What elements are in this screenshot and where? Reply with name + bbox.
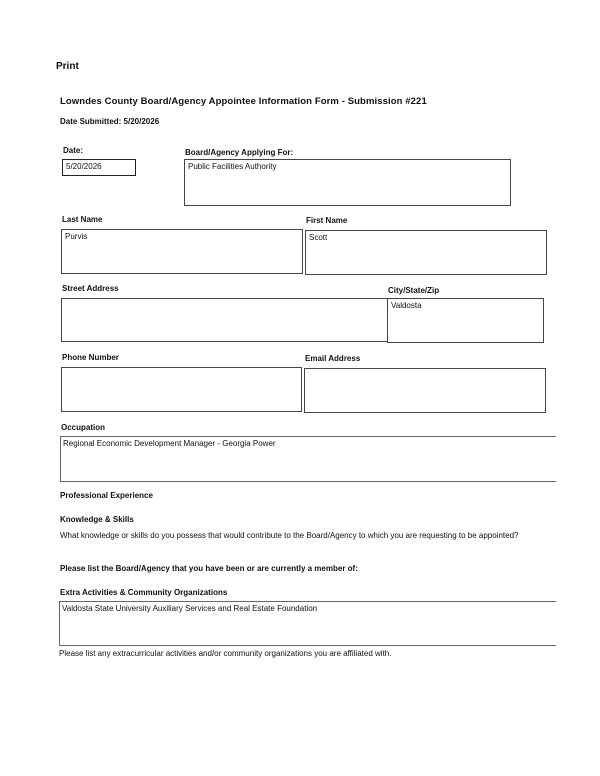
occupation-label: Occupation <box>61 423 106 432</box>
street-address-field[interactable] <box>61 298 388 342</box>
occupation-field[interactable]: Regional Economic Development Manager - Georgia Power <box>63 439 276 448</box>
extra-activities-bottom-rule <box>59 645 556 646</box>
city-state-zip-label: City/State/Zip <box>388 286 440 295</box>
board-member-prompt: Please list the Board/Agency that you have been or are currently a member of: <box>60 564 358 573</box>
email-field[interactable] <box>304 368 546 413</box>
first-name-field[interactable]: Scott <box>305 230 547 275</box>
last-name-label: Last Name <box>62 215 103 224</box>
occupation-bottom-rule <box>60 481 556 482</box>
form-title: Lowndes County Board/Agency Appointee Information Form - Submission #221 <box>60 96 427 107</box>
first-name-label: First Name <box>306 216 348 225</box>
knowledge-skills-heading: Knowledge & Skills <box>60 515 134 524</box>
phone-field[interactable] <box>61 367 302 412</box>
date-label: Date: <box>63 146 84 155</box>
date-submitted: Date Submitted: 5/20/2026 <box>60 117 160 126</box>
occupation-top-rule <box>60 436 556 437</box>
extra-activities-field[interactable]: Valdosta State University Auxiliary Services and Real Estate Foundation <box>62 604 318 613</box>
board-field[interactable]: Public Facilities Authority <box>184 159 511 206</box>
email-label: Email Address <box>305 354 361 363</box>
last-name-field[interactable]: Purvis <box>61 229 303 274</box>
print-link[interactable]: Print <box>56 61 79 72</box>
street-address-label: Street Address <box>62 284 119 293</box>
knowledge-question: What knowledge or skills do you possess that would contribute to the Board/Agency to which you are requesting to be appointed? <box>60 531 519 540</box>
city-state-zip-field[interactable]: Valdosta <box>387 298 544 343</box>
board-label: Board/Agency Applying For: <box>185 148 294 157</box>
phone-label: Phone Number <box>62 353 119 362</box>
occupation-left-rule <box>60 436 61 482</box>
extra-activities-label: Extra Activities & Community Organizations <box>60 588 228 597</box>
extra-activities-left-rule <box>59 601 60 646</box>
professional-experience-heading: Professional Experience <box>60 491 153 500</box>
extra-activities-top-rule <box>59 601 556 602</box>
date-field[interactable]: 5/20/2026 <box>62 159 136 176</box>
extra-activities-help: Please list any extracurricular activities and/or community organizations you are affiliated with. <box>59 649 392 658</box>
